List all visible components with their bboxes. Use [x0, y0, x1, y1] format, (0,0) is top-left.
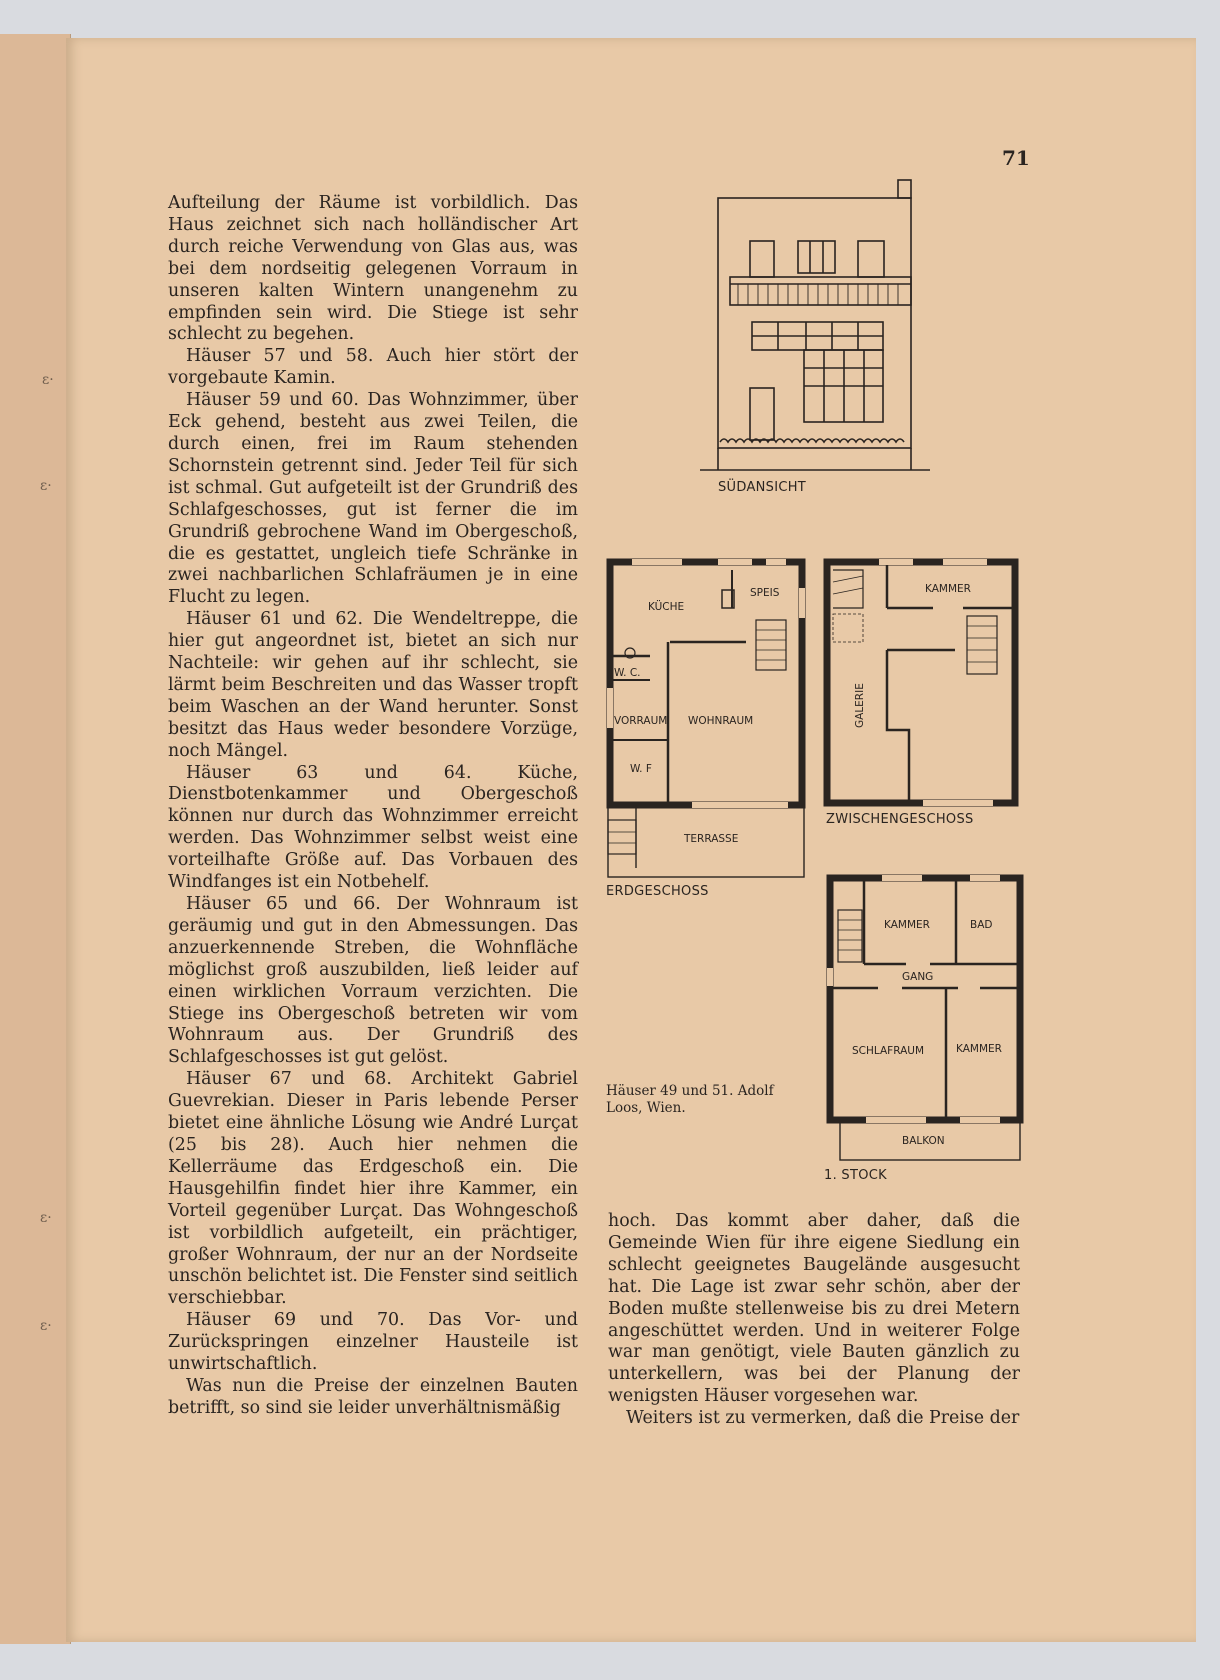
room-label: WOHNRAUM	[688, 715, 754, 727]
binding-mark: ɛ·	[40, 1210, 52, 1226]
south-elevation-drawing	[698, 178, 938, 478]
room-label: KAMMER	[925, 583, 971, 595]
paragraph: Häuser 63 und 64. Küche, Dienstbotenkammer und Obergeschoß können nur durch das Wohnzimmer erreicht werden. Das Wohnzimmer selbst weist eine vorteilhafte Größe auf. Das Vorbauen des Windfanges ist ein Notbehelf.	[168, 762, 578, 893]
room-label: KÜCHE	[648, 601, 685, 613]
paragraph: Häuser 65 und 66. Der Wohnraum ist geräumig und gut in den Abmessungen. Das anzuerkennende Streben, die Wohnfläche möglichst groß auszubilden, ließ leider auf einen wirklichen Vorraum verzichten. Die Stiege ins Obergeschoß betreten wir vom Wohnraum aus. Der Grundriß des Schlafgeschosses ist gut gelöst.	[168, 894, 578, 1068]
room-label: GANG	[902, 971, 934, 983]
room-label: SCHLAFRAUM	[852, 1045, 925, 1057]
room-label: KAMMER	[956, 1043, 1002, 1055]
paragraph: Was nun die Preise der einzelnen Bauten betrifft, so sind sie leider unverhältnismäßig	[168, 1375, 578, 1418]
first-floor-plan	[826, 874, 1024, 1164]
room-label: BALKON	[902, 1135, 945, 1147]
ground-floor-label: ERDGESCHOSS	[606, 884, 709, 899]
room-label: SPEIS	[750, 587, 780, 599]
paragraph: hoch. Das kommt aber daher, daß die Gemeinde Wien für ihre eigene Siedlung ein schlecht geeignetes Baugelände ausgesucht hat. Die Lage ist zwar sehr schön, aber der Boden mußte stellenweise bis zu drei Metern angeschüttet werden. Und in weiterer Folge war man genötigt, viele Bauten gänzlich zu unterkellern, was bei der Planung der wenigsten Häuser vorgesehen war.	[608, 1211, 1020, 1407]
mezzanine-label: ZWISCHENGESCHOSS	[826, 812, 974, 827]
room-label: BAD	[970, 919, 993, 931]
first-floor-label: 1. STOCK	[824, 1168, 887, 1183]
paragraph: Häuser 61 und 62. Die Wendeltreppe, die hier gut angeordnet ist, bietet an sich nur Nachteile: wir gehen auf ihr schlecht, sie lärmt beim Beschreiten und das Wasser tropft beim Waschen an der Wand herunter. Sonst besitzt das Haus weder besondere Vorzüge, noch Mängel.	[168, 609, 578, 761]
room-label: GALERIE	[854, 683, 866, 728]
paragraph: Häuser 69 und 70. Das Vor- und Zurückspringen einzelner Hausteile ist unwirtschaftlich.	[168, 1310, 578, 1375]
paragraph: Weiters ist zu vermerken, daß die Preise der	[626, 1408, 1020, 1429]
paragraph: Häuser 59 und 60. Das Wohnzimmer, über Eck gehend, besteht aus zwei Teilen, die durch einen, frei im Raum stehenden Schornstein getrennt sind. Jeder Teil für sich ist schmal. Gut aufgeteilt ist der Grundriß des Schlafgeschosses, gut ist ferner die im Grundriß gebrochene Wand im Obergeschoß, die es gestattet, ungleich tiefe Schränke in zwei nachbarlichen Schlafräumen je in eine Flucht zu legen.	[168, 390, 578, 608]
page-number: 71	[1002, 146, 1030, 170]
previous-page-edge	[0, 34, 71, 1644]
room-label: W. F	[630, 763, 652, 775]
room-label: W. C.	[614, 667, 641, 679]
left-text-column	[168, 193, 578, 1420]
figure-caption: Häuser 49 und 51. Adolf Loos, Wien.	[606, 1083, 774, 1116]
right-text-column	[608, 1211, 1020, 1430]
room-label: KAMMER	[884, 919, 930, 931]
mezzanine-plan	[823, 558, 1019, 808]
paragraph: Häuser 57 und 58. Auch hier stört der vorgebaute Kamin.	[168, 346, 578, 389]
elevation-label: SÜDANSICHT	[718, 480, 807, 495]
binding-mark: ɛ·	[40, 1318, 52, 1334]
paragraph: Häuser 67 und 68. Architekt Gabriel Guevrekian. Dieser in Paris lebende Perser bietet eine ähnliche Lösung wie André Lurçat (25 bis 28). Auch hier nehmen die Kellerräume das Erdgeschoß ein. Die Hausgehilfin findet hier ihre Kammer, ein Vorteil gegenüber Lurçat. Das Wohngeschoß ist vorbildlich aufgeteilt, ein prächtiger, großer Wohnraum, der nur an der Nordseite unschön belichtet ist. Die Fenster sind seitlich verschiebbar.	[168, 1069, 578, 1309]
binding-mark: ɛ·	[42, 372, 54, 388]
ground-floor-plan	[606, 558, 806, 880]
binding-mark: ɛ·	[40, 478, 52, 494]
room-label: TERRASSE	[684, 833, 739, 845]
room-label: VORRAUM	[614, 715, 668, 727]
paragraph: Aufteilung der Räume ist vorbildlich. Das Haus zeichnet sich nach holländischer Art durch reiche Verwendung von Glas aus, was bei dem nordseitig gelegenen Vorraum in unseren kalten Wintern unangenehm zu empfinden sein wird. Die Stiege ist sehr schlecht zu begehen.	[168, 193, 578, 345]
